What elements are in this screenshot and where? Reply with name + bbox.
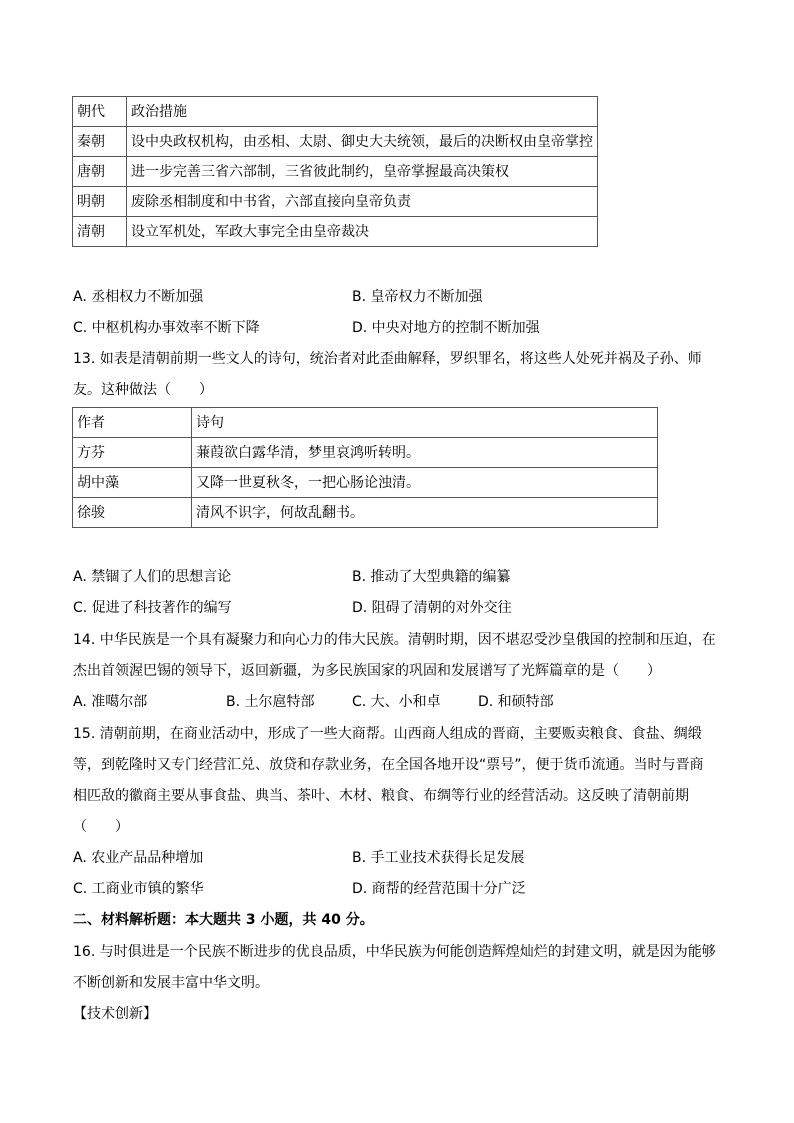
question-14-line-2: 杰出首领渥巴锡的领导下，返回新疆，为多民族国家的巩固和发展谱写了光辉篇章的是（ ）: [73, 663, 661, 679]
table-header-cell: 作者: [73, 408, 192, 438]
table-cell: 方芬: [73, 438, 192, 468]
table-row: [73, 468, 658, 498]
question-15-line-2: 等，到乾隆时又专门经营汇兑、放贷和存款业务，在全国各地开设“票号”，便于货币流通。当时与晋商: [73, 757, 704, 773]
table-row: [73, 217, 598, 247]
table-cell: 胡中藻: [73, 468, 192, 498]
question-15-line-1: 15. 清朝前期，在商业活动中，形成了一些大商帮。山西商人组成的晋商，主要贩卖粮食、食盐、绸缎: [73, 726, 702, 742]
table-header-cell: 诗句: [192, 408, 658, 438]
section-heading: 二、材料解析题：本大题共 3 小题，共 40 分。: [73, 912, 374, 928]
table-cell: 唐朝: [73, 157, 127, 187]
table-cell: 清朝: [73, 217, 127, 247]
q14-option-d: D. 和硕特部: [478, 694, 554, 710]
poems-table: [72, 407, 658, 528]
table-cell: 设中央政权机构，由丞相、太尉、御史大夫统领，最后的决断权由皇帝掌控: [127, 127, 598, 157]
q14-option-c: C. 大、小和卓: [352, 694, 441, 710]
q13-option-d: D. 阻碍了清朝的对外交往: [352, 600, 512, 616]
table-header-cell: 朝代: [73, 97, 127, 127]
table-cell: 又降一世夏秋冬，一把心肠论浊清。: [192, 468, 658, 498]
q15-option-b: B. 手工业技术获得长足发展: [352, 850, 525, 866]
question-15-line-3: 相匹敌的徽商主要从事食盐、典当、茶叶、木材、粮食、布绸等行业的经营活动。这反映了清朝前期: [73, 788, 689, 804]
table-cell: 清风不识字，何故乱翻书。: [192, 498, 658, 528]
question-13-line-1: 13. 如表是清朝前期一些文人的诗句，统治者对此歪曲解释，罗织罪名，将这些人处死并祸及子孙、师: [73, 351, 702, 367]
table-header-row: [73, 408, 658, 438]
table-row: [73, 187, 598, 217]
q14-option-a: A. 准噶尔部: [73, 694, 148, 710]
q12-option-d: D. 中央对地方的控制不断加强: [352, 320, 540, 336]
table-cell: 进一步完善三省六部制，三省彼此制约，皇帝掌握最高决策权: [127, 157, 598, 187]
table-header-row: [73, 97, 598, 127]
table-row: [73, 498, 658, 528]
q15-option-a: A. 农业产品品种增加: [73, 850, 204, 866]
q12-option-c: C. 中枢机构办事效率不断下降: [73, 320, 260, 336]
table-row: [73, 127, 598, 157]
question-16-line-1: 16. 与时俱进是一个民族不断进步的优良品质，中华民族为何能创造辉煌灿烂的封建文明，就是因为能够: [73, 944, 716, 960]
q15-option-d: D. 商帮的经营范围十分广泛: [352, 881, 526, 897]
table-cell: 蒹葭欲白露华清，梦里哀鸿听转明。: [192, 438, 658, 468]
table-row: [73, 438, 658, 468]
table-cell: 明朝: [73, 187, 127, 217]
table-row: [73, 157, 598, 187]
question-16-line-2: 不断创新和发展丰富中华文明。: [73, 975, 269, 991]
question-14-line-1: 14. 中华民族是一个具有凝聚力和向心力的伟大民族。清朝时期，因不堪忍受沙皇俄国的控制和压迫，在: [73, 632, 716, 648]
q13-option-a: A. 禁锢了人们的思想言论: [73, 569, 232, 585]
table-cell: 秦朝: [73, 127, 127, 157]
q14-option-b: B. 土尔扈特部: [226, 694, 315, 710]
q13-option-c: C. 促进了科技著作的编写: [73, 600, 232, 616]
q13-option-b: B. 推动了大型典籍的编纂: [352, 569, 511, 585]
q12-option-a: A. 丞相权力不断加强: [73, 289, 204, 305]
question-15-line-4: （ ）: [73, 819, 129, 835]
table-cell: 徐骏: [73, 498, 192, 528]
q15-option-c: C. 工商业市镇的繁华: [73, 881, 204, 897]
table-cell: 废除丞相制度和中书省，六部直接向皇帝负责: [127, 187, 598, 217]
question-13-line-2: 友。这种做法（ ）: [73, 382, 213, 398]
table-cell: 设立军机处，军政大事完全由皇帝裁决: [127, 217, 598, 247]
subheading: 【技术创新】: [73, 1006, 157, 1022]
politics-table: [72, 96, 598, 247]
table-header-cell: 政治措施: [127, 97, 598, 127]
q12-option-b: B. 皇帝权力不断加强: [352, 289, 483, 305]
